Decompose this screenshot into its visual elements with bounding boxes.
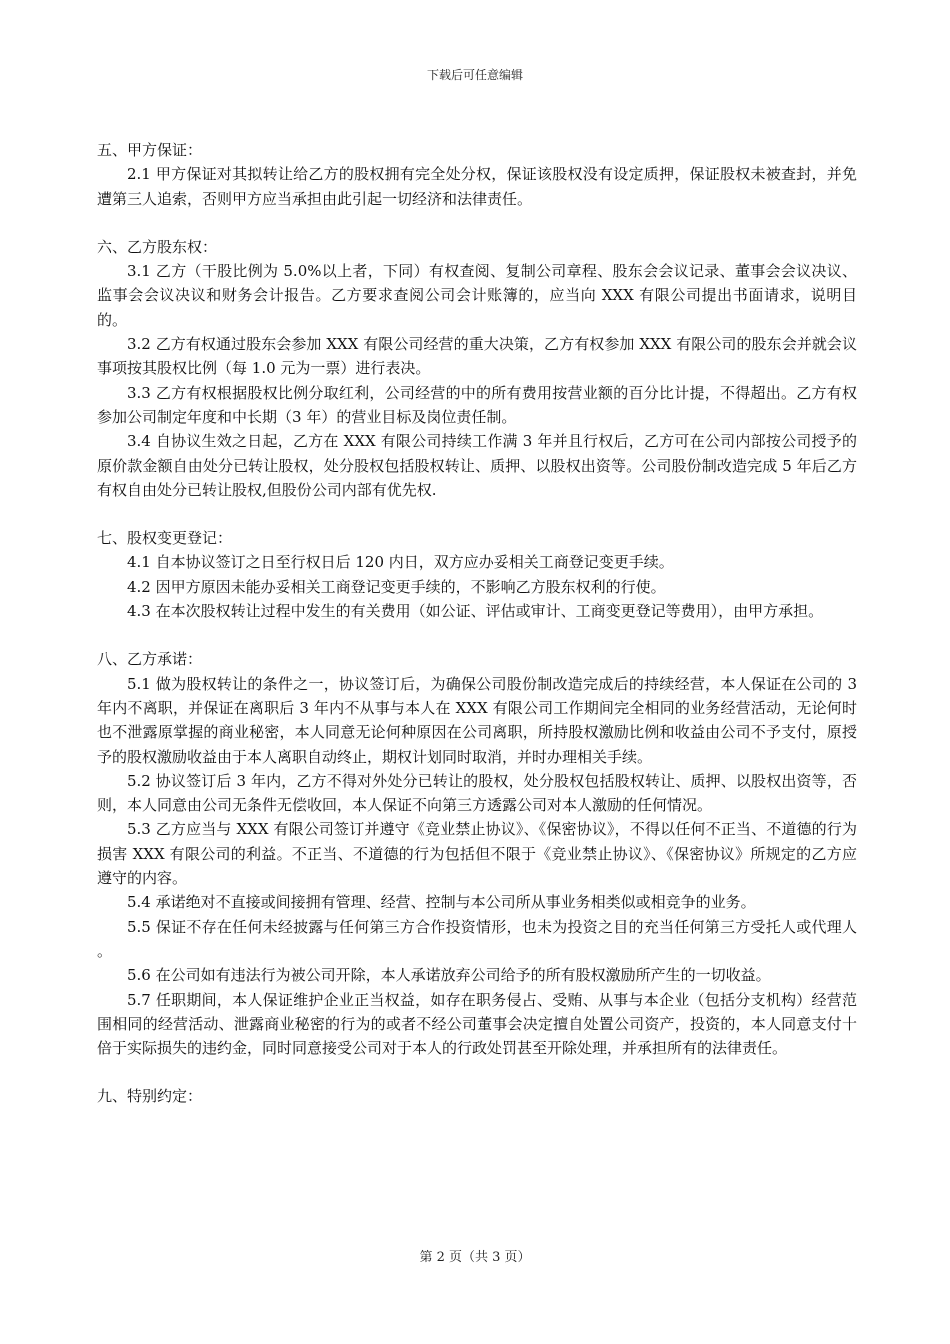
clause-2-1: 2.1 甲方保证对其拟转让给乙方的股权拥有完全处分权，保证该股权没有设定质押，保证股权未被查封，并免遭第三人追索，否则甲方应当承担由此引起一切经济和法律责任。 [97,165,857,208]
section-shareholder-rights [97,235,857,502]
clause-4-2: 4.2 因甲方原因未能办妥相关工商登记变更手续的，不影响乙方股东权利的行使。 [127,577,666,596]
section-heading: 六、乙方股东权： [97,237,218,256]
clause-5-1: 5.1 做为股权转让的条件之一，协议签订后，为确保公司股份制改造完成后的持续经营，本人保证在公司的 3 年内不离职，并保证在离职后 3 年内不从事与本人在 XXX 有限公司工作期间完全相同的业务经营活动，无论何时也不泄露原掌握的商业秘密，本人同意无论何种原因在公司离职，所持股权激励比例和收益由公司不予支付，原授予的股权激励收益由于本人离职自动终止，期权计划同时取消，并时办理相关手续。 [97,674,857,766]
clause-4-1: 4.1 自本协议签订之日至行权日后 120 内日，双方应办妥相关工商登记变更手续。 [127,553,674,572]
document-body [97,138,857,1109]
clause-5-4: 5.4 承诺绝对不直接或间接拥有管理、经营、控制与本公司所从事业务相类似或相竞争的业务。 [127,893,756,912]
section-heading: 七、股权变更登记： [97,529,233,548]
clause-5-2: 5.2 协议签订后 3 年内，乙方不得对外处分已转让的股权，处分股权包括股权转让、质押、以股权出资等，否则，本人同意由公司无条件无偿收回，本人保证不向第三方透露公司对本人激励的任何情况。 [97,771,857,815]
page-header: 下载后可任意编辑 [426,68,523,82]
section-equity-registration [97,526,857,623]
section-heading: 五、甲方保证： [97,141,203,159]
clause-4-3: 4.3 在本次股权转让过程中发生的有关费用（如公证、评估或审计、工商变更登记等费用），由甲方承担。 [127,602,824,621]
section-commitments [97,647,857,1060]
clause-5-7: 5.7 任职期间，本人保证维护企业正当权益，如存在职务侵占、受贿、从事与本企业（包括分支机构）经营范围相同的经营活动、泄露商业秘密的行为的或者不经公司董事会决定擅自处置公司资产，投资的，本人同意支付十倍于实际损失的违约金，同时同意接受公司对于本人的行政处罚甚至开除处理，并承担所有的法律责任。 [97,990,857,1058]
clause-3-1: 3.1 乙方（干股比例为 5.0%以上者，下同）有权查阅、复制公司章程、股东会会议记录、董事会会议决议、监事会会议决议和财务会计报告。乙方要求查阅公司会计账簿的，应当向 XXX 有限公司提出书面请求，说明目的。 [97,262,857,329]
clause-5-3: 5.3 乙方应当与 XXX 有限公司签订并遵守《竞业禁止协议》、《保密协议》，不得以任何不正当、不道德的行为损害 XXX 有限公司的利益。不正当、不道德的行为包括但不限于《竞业禁止协议》、《保密协议》所规定的乙方应遵守的内容。 [97,820,857,888]
clause-3-4: 3.4 自协议生效之日起，乙方在 XXX 有限公司持续工作满 3 年并且行权后，乙方可在公司内部按公司授予的原价款金额自由处分已转让股权，处分股权包括股权转让、质押、以股权出资等。公司股份制改造完成 5 年后乙方有权自由处分已转让股权,但股份公司内部有优先权. [97,432,857,499]
section-special-terms [97,1084,857,1108]
clause-3-3: 3.3 乙方有权根据股权比例分取红利，公司经营的中的所有费用按营业额的百分比计提，不得超出。乙方有权参加公司制定年度和中长期（3 年）的营业目标及岗位责任制。 [97,383,857,426]
clause-3-2: 3.2 乙方有权通过股东会参加 XXX 有限公司经营的重大决策，乙方有权参加 XXX 有限公司的股东会并就会议事项按其股权比例（每 1.0 元为一票）进行表决。 [97,335,857,378]
section-heading: 九、特别约定： [97,1087,203,1106]
section-heading: 八、乙方承诺： [97,650,203,669]
clause-5-5: 5.5 保证不存在任何未经披露与任何第三方合作投资情形，也未为投资之目的充当任何第三方受托人或代理人 。 [97,917,857,960]
section-guarantee [97,138,857,211]
clause-5-6: 5.6 在公司如有违法行为被公司开除，本人承诺放弃公司给予的所有股权激励所产生的一切收益。 [127,966,771,985]
page-footer: 第 2 页（共 3 页） [419,1250,531,1265]
